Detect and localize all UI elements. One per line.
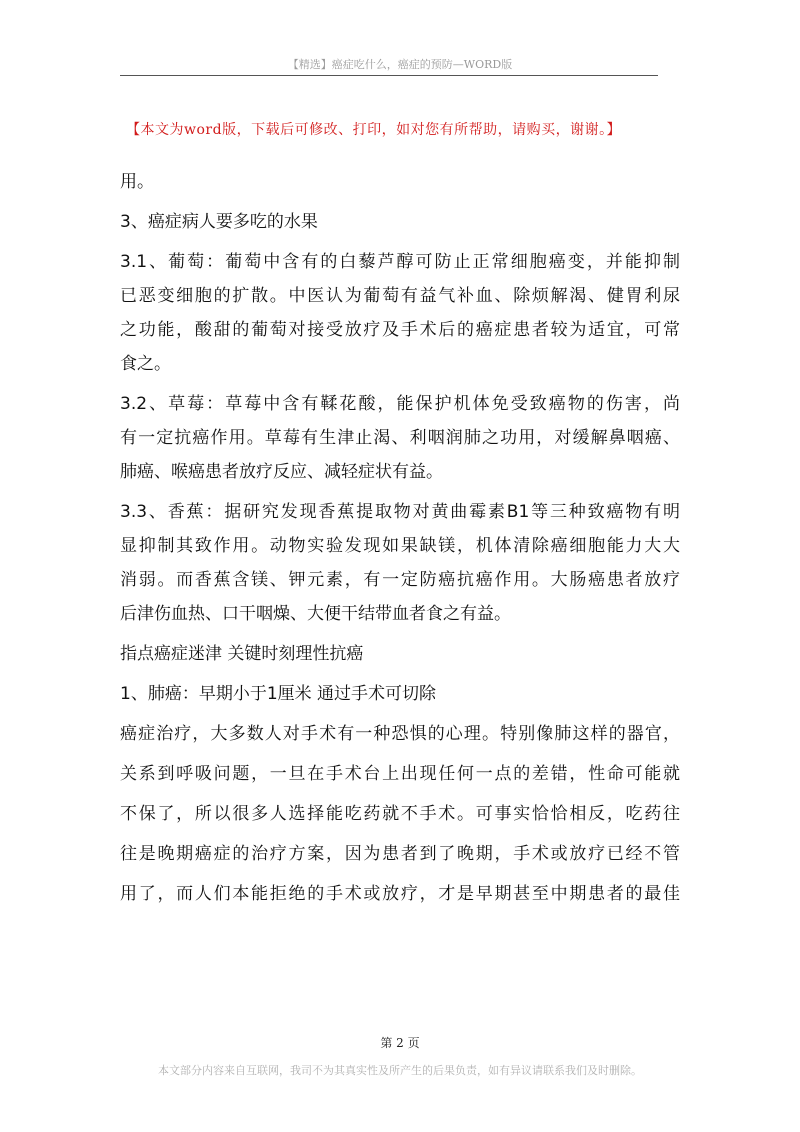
document-body [120, 165, 680, 911]
paragraph-surgery-line-2: 关系到呼吸问题，一旦在手术台上出现任何一点的差错，性命可能就 [120, 764, 680, 784]
page-number: 第 2 页 [380, 1036, 420, 1050]
paragraph-banana-line-4: 后津伤血热、口干咽燥、大便干结带血者食之有益。 [120, 604, 511, 624]
paragraph-banana-line-2: 显抑制其致作用。动物实验发现如果缺镁，机体清除癌细胞能力大大 [120, 536, 680, 556]
paragraph-strawberry-line-1: 3.2、草莓：草莓中含有鞣花酸，能保护机体免受致癌物的伤害，尚 [120, 394, 680, 414]
paragraph-surgery-line-3: 不保了，所以很多人选择能吃药就不手术。可事实恰恰相反，吃药往 [120, 804, 680, 824]
paragraph-surgery-line-1: 癌症治疗，大多数人对手术有一种恐惧的心理。特别像肺这样的器官， [120, 724, 680, 744]
paragraph-banana-line-1: 3.3、香蕉：据研究发现香蕉提取物对黄曲霉素B1等三种致癌物有明 [120, 502, 680, 522]
section-heading-guidance: 指点癌症迷津 关键时刻理性抗癌 [120, 644, 364, 664]
paragraph-grape-line-2: 已恶变细胞的扩散。中医认为葡萄有益气补血、除烦解渴、健胃利尿 [120, 286, 680, 306]
word-version-notice: 【本文为word版，下载后可修改、打印，如对您有所帮助，请购买，谢谢。】 [126, 122, 622, 138]
page-footer-disclaimer: 本文部分内容来自互联网，我司不为其真实性及所产生的后果负责，如有异议请联系我们及时删除。 [158, 1064, 642, 1077]
header-divider [120, 75, 658, 76]
paragraph-grape-line-3: 之功能，酸甜的葡萄对接受放疗及手术后的癌症患者较为适宜，可常 [120, 320, 680, 340]
paragraph-grape-line-1: 3.1、葡萄：葡萄中含有的白藜芦醇可防止正常细胞癌变，并能抑制 [120, 252, 680, 272]
section-heading-lung-cancer: 1、肺癌：早期小于1厘米 通过手术可切除 [120, 684, 437, 704]
paragraph-banana-line-3: 消弱。而香蕉含镁、钾元素，有一定防癌抗癌作用。大肠癌患者放疗 [120, 570, 680, 590]
paragraph-strawberry-line-3: 肺癌、喉癌患者放疗反应、减轻症状有益。 [120, 462, 443, 482]
paragraph-surgery-line-5: 用了，而人们本能拒绝的手术或放疗，才是早期甚至中期患者的最佳 [120, 884, 680, 904]
page-header-title: 【精选】癌症吃什么，癌症的预防—WORD版 [287, 58, 513, 71]
paragraph-grape-line-4: 食之。 [120, 354, 171, 374]
paragraph-strawberry-line-2: 有一定抗癌作用。草莓有生津止渴、利咽润肺之功用，对缓解鼻咽癌、 [120, 428, 680, 448]
paragraph-surgery-line-4: 往是晚期癌症的治疗方案，因为患者到了晚期，手术或放疗已经不管 [120, 844, 680, 864]
body-line-continuation: 用。 [120, 172, 154, 192]
section-heading-fruits: 3、癌症病人要多吃的水果 [120, 212, 318, 232]
